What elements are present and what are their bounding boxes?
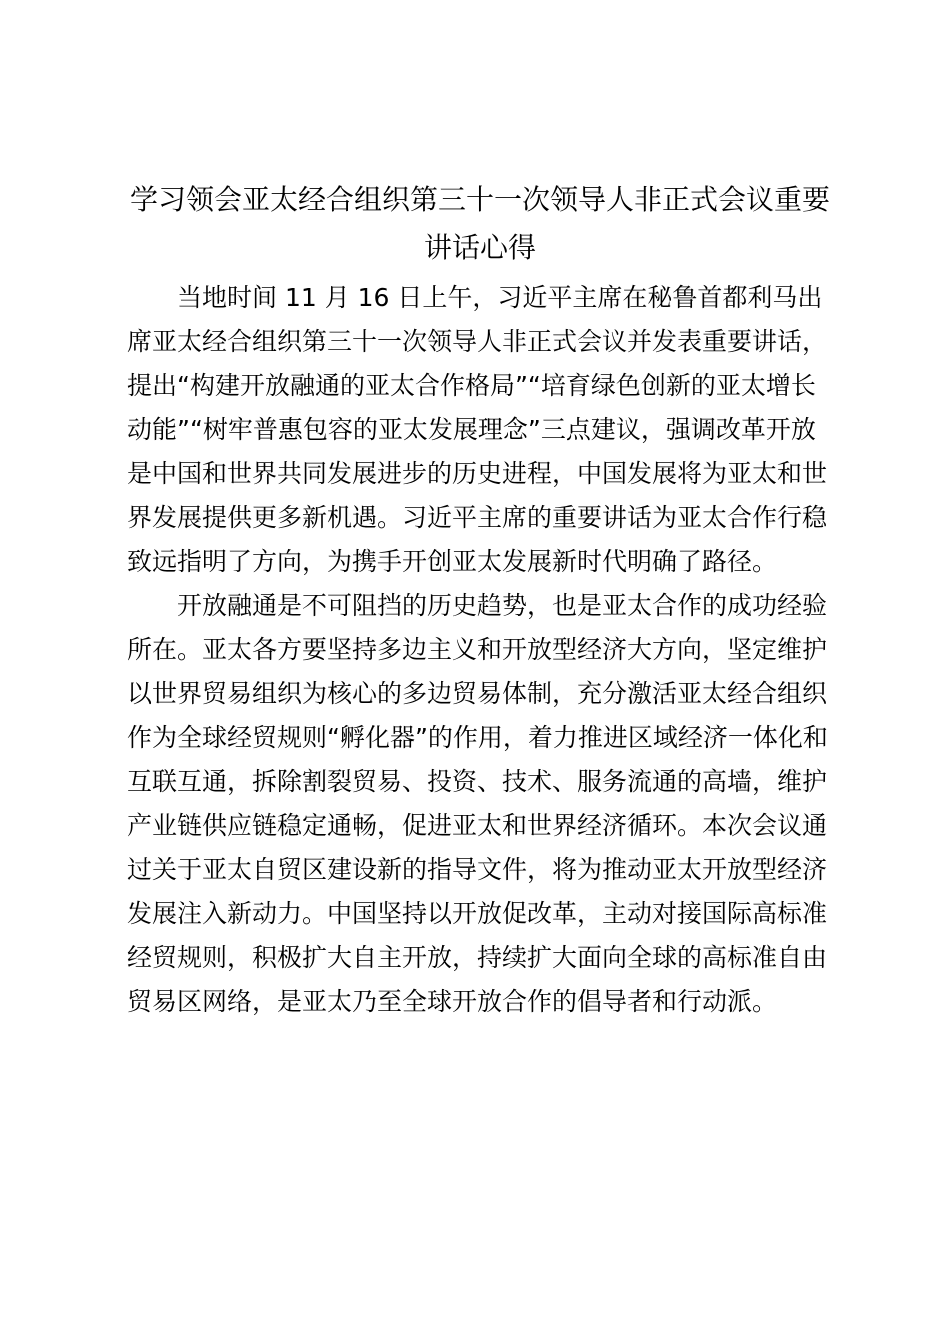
document-title: 学习领会亚太经合组织第三十一次领导人非正式会议重要讲话心得 <box>129 183 830 264</box>
paragraph: 当地时间 11 月 16 日上午，习近平主席在秘鲁首都利马出席亚太经合组织第三十一次领导人非正式会议并发表重要讲话，提出“构建开放融通的亚太合作格局”“培育绿色创新的亚太增长动能”“树牢普惠包容的亚太发展理念”三点建议，强调改革开放是中国和世界共同发展进步的历史进程，中国发展将为亚太和世界发展提供更多新机遇。习近平主席的重要讲话为亚太合作行稳致远指明了方向，为携手开创亚太发展新时代明确了路径。 <box>127 283 828 576</box>
document-body <box>127 276 839 1024</box>
paragraph: 开放融通是不可阻挡的历史趋势，也是亚太合作的成功经验所在。亚太各方要坚持多边主义和开放型经济大方向，坚定维护以世界贸易组织为核心的多边贸易体制，充分激活亚太经合组织作为全球经贸规则“孵化器”的作用，着力推进区域经济一体化和互联互通，拆除割裂贸易、投资、技术、服务流通的高墙，维护产业链供应链稳定通畅，促进亚太和世界经济循环。本次会议通过关于亚太自贸区建设新的指导文件，将为推动亚太开放型经济发展注入新动力。中国坚持以开放促改革，主动对接国际高标准经贸规则，积极扩大自主开放，持续扩大面向全球的高标准自由贸易区网络，是亚太乃至全球开放合作的倡导者和行动派。 <box>127 591 828 1016</box>
